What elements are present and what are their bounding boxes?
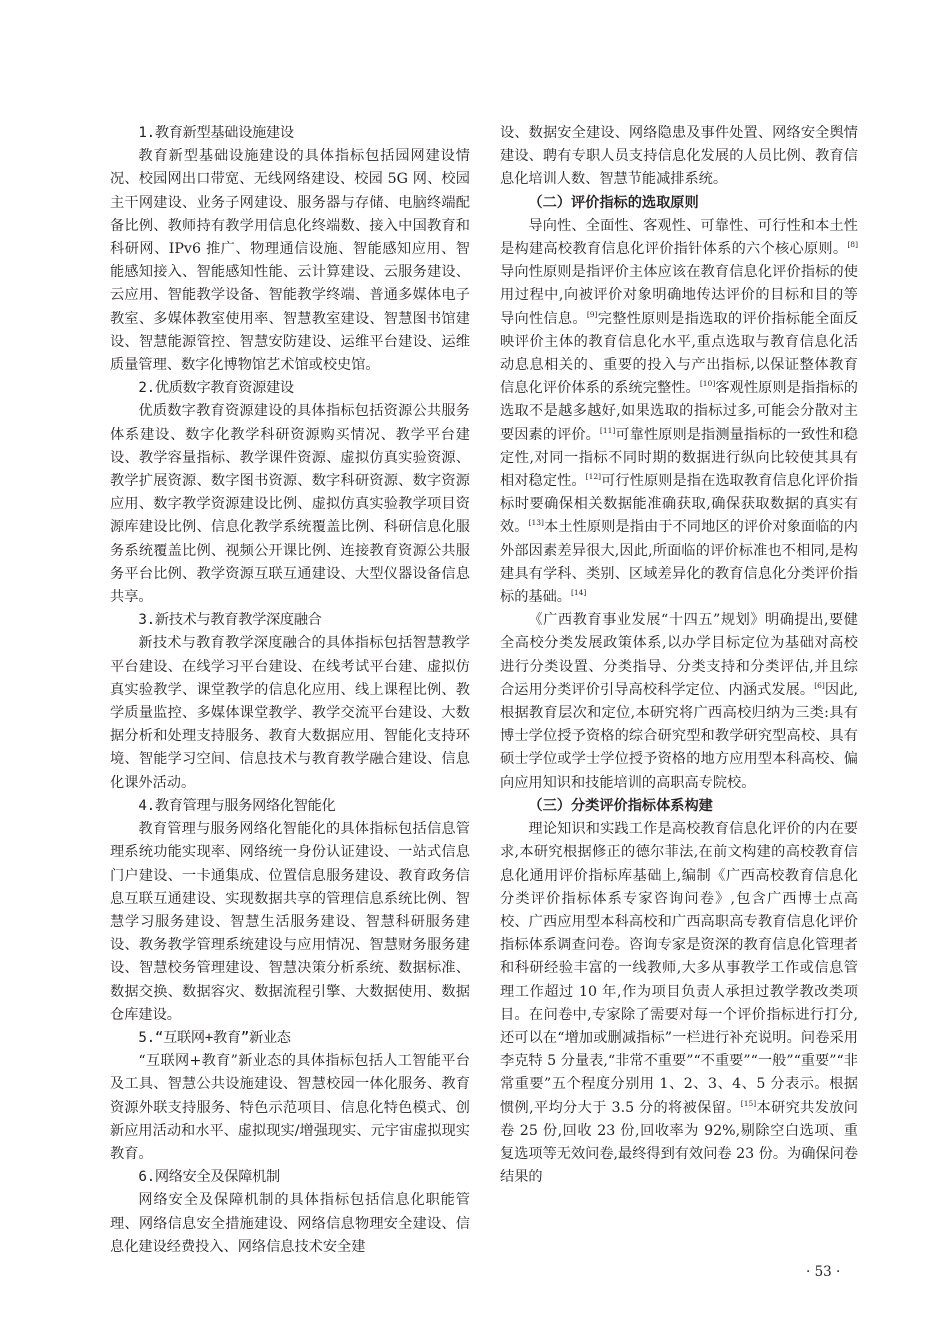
- text-run: 因此,根据教育层次和定位,本研究将广西高校归纳为三类:具有博士学位授予资格的综合研究型和教学研究型高校、具有硕士学位或学士学位授予资格的地方应用型本科高校、偏向应用知识和技能培训的高职高专院校。: [500, 681, 858, 791]
- section-heading-3: 3.新技术与教育教学深度融合: [138, 612, 322, 629]
- citation: [10]: [699, 379, 716, 389]
- citation: [6]: [814, 680, 825, 690]
- section-heading-6: 6.网络安全及保障机制: [138, 1169, 280, 1186]
- paragraph: 教育管理与服务网络化智能化的具体指标包括信息管理系统功能实现率、网络统一身份认证建设、一站式信息门户建设、一卡通集成、位置信息服务建设、教育政务信息互联互通建设、实现数据共享的管理信息系统比例、智慧学习服务建设、智慧生活服务建设、智慧科研服务建设、教务教学管理系统建设与应用情况、智慧财务服务建设、智慧校务管理建设、智慧决策分析系统、数据标准、数据交换、数据容灾、数据流程引擎、大数据使用、数据仓库建设。: [110, 821, 470, 1023]
- section-heading-5: 5.“互联网+教育”新业态: [138, 1029, 291, 1046]
- paragraph-method: [500, 818, 858, 1189]
- citation: [15]: [740, 1098, 757, 1108]
- text-run: 导向性原则是指评价主体应该在教育信息化评价指标的使用过程中,向被评价对象明确地传达评价的目标和目的等导向性信息。: [500, 264, 858, 327]
- citation: [14]: [570, 588, 587, 598]
- text-run: 理论知识和实践工作是高校教育信息化评价的内在要求,本研究根据修正的德尔菲法,在前文构建的高校教育信息化通用评价指标库基础上,编制《广西高校教育信息化分类评价指标体系专家咨询问卷》,包含广西博士点高校、广西应用型本科高校和广西高职高专教育信息化评价指标体系调查问卷。咨询专家是资深的教育信息化管理者和科研经验丰富的一线教师,大多从事教学工作或信息管理工作超过 10 年,作为项目负责人承担过教学教改类项目。在问卷中,专家除了需要对每一个评价指标进行打分,还可以在“增加或删减指标”一栏进行补充说明。问卷采用李克特 5 分量表,“非常不重要”“不重要”“一般”“重要”“非常重要”五个程度分别用 1、2、3、4、5 分表示。根据惯例,平均分大于 3.5 分的将被保留。: [500, 821, 858, 1116]
- paragraph: 优质数字教育资源建设的具体指标包括资源公共服务体系建设、数字化教学科研资源购买情况、教学平台建设、教学容量指标、教学课件资源、虚拟仿真实验资源、教学扩展资源、数字图书资源、数字科研资源、数字资源应用、数字教学资源建设比例、虚拟仿真实验教学项目资源库建设比例、信息化教学系统覆盖比例、科研信息化服务系统覆盖比例、视频公开课比例、连接教育资源公共服务平台比例、教学资源互联互通建设、大型仪器设备信息共享。: [110, 403, 470, 606]
- section-heading-4: 4.教育管理与服务网络化智能化: [138, 797, 336, 814]
- paragraph: 教育新型基础设施建设的具体指标包括园网建设情况、校园网出口带宽、无线网络建设、校园 5G 网、校园主干网建设、业务子网建设、服务器与存储、电脑终端配备比例、教师持有教学用信息化终端数、接入中国教育和科研网、IPv6 推广、物理通信设施、智能感知应用、智能感知接入、智能感知性能、云计算建设、云服务建设、云应用、智能教学设备、智能教学终端、普通多媒体电子教室、多媒体教室使用率、智慧教室建设、智慧图书馆建设、智慧能源管控、智慧安防建设、运维平台建设、运维质量管理、数字化博物馆艺术馆或校史馆。: [110, 148, 470, 374]
- paragraph: 网络安全及保障机制的具体指标包括信息化职能管理、网络信息安全措施建设、网络信息物理安全建设、信息化建设经费投入、网络信息技术安全建: [110, 1192, 470, 1255]
- text-run: 本研究共发放问卷 25 份,回收 23 份,回收率为 92%,剔除空白选项、重复选项等无效问卷,最终得到有效问卷 23 份。为确保问卷结果的: [500, 1099, 858, 1186]
- subsection-heading-principles: （二）评价指标的选取原则: [528, 194, 699, 211]
- page-number: · 53 ·: [806, 1264, 841, 1280]
- text-run: 《广西教育事业发展“十四五”规划》明确提出,要健全高校分类发展政策体系,以办学目标定位为基础对高校进行分类设置、分类指导、分类支持和分类评估,并且综合运用分类评价引导高校科学定位、内涵式发展。: [500, 612, 858, 698]
- paragraph-plan: [500, 609, 858, 795]
- section-heading-1: 1.教育新型基础设施建设: [138, 125, 294, 141]
- paragraph-principles: [500, 215, 858, 609]
- left-column: [110, 122, 470, 1259]
- text-run: 导向性、全面性、客观性、可靠性、可行性和本土性是构建高校教育信息化评价指针体系的六个核心原则。: [500, 217, 858, 258]
- text-run: 可靠性原则是指测量指标的一致性和稳定性,对同一指标不同时期的数据进行纵向比较使其具有相对稳定性。: [500, 426, 858, 490]
- paragraph-continued: 设、数据安全建设、网络隐患及事件处置、网络安全舆情建设、聘有专职人员支持信息化发展的人员比例、教育信息化培训人数、智慧节能减排系统。: [500, 125, 858, 188]
- subsection-heading-system: （三）分类评价指标体系构建: [528, 797, 713, 814]
- right-column: [500, 122, 858, 1189]
- citation: [8]: [847, 240, 858, 250]
- text-run: 客观性原则是指指标的选取不是越多越好,如果选取的指标过多,可能会分散对主要因素的评价。: [500, 380, 858, 443]
- citation: [11]: [599, 425, 616, 435]
- section-heading-2: 2.优质数字教育资源建设: [138, 380, 294, 397]
- citation: [9]: [586, 309, 598, 319]
- text-run: 本土性原则是指由于不同地区的评价对象面临的内外部因素差异很大,因此,所面临的评价标准也不相同,是构建具有学科、类别、区域差异化的教育信息化分类评价指标的基础。: [500, 519, 858, 606]
- paragraph: 新技术与教育教学深度融合的具体指标包括智慧教学平台建设、在线学习平台建设、在线考试平台建、虚拟仿真实验教学、课堂教学的信息化应用、线上课程比例、教学质量监控、多媒体课堂教学、教学交流平台建设、大数据分析和处理支持服务、教育大数据应用、智能化支持环境、智能学习空间、信息技术与教育教学融合建设、信息化课外活动。: [110, 635, 470, 791]
- citation: [13]: [528, 518, 544, 528]
- citation: [12]: [585, 472, 602, 482]
- paragraph: “互联网+教育”新业态的具体指标包括人工智能平台及工具、智慧公共设施建设、智慧校园一体化服务、教育资源外联支持服务、特色示范项目、信息化特色模式、创新应用活动和水平、虚拟现实/增强现实、元宇宙虚拟现实教育。: [110, 1053, 470, 1162]
- text-run: 完整性原则是指选取的评价指标能全面反映评价主体的教育信息化水平,重点选取与教育信息化活动息息相关的、重要的投入与产出指标,以保证整体教育信息化评价体系的系统完整性。: [500, 310, 858, 397]
- text-run: 可行性原则是指在选取教育信息化评价指标时要确保相关数据能准确获取,确保获取数据的真实有效。: [500, 473, 858, 536]
